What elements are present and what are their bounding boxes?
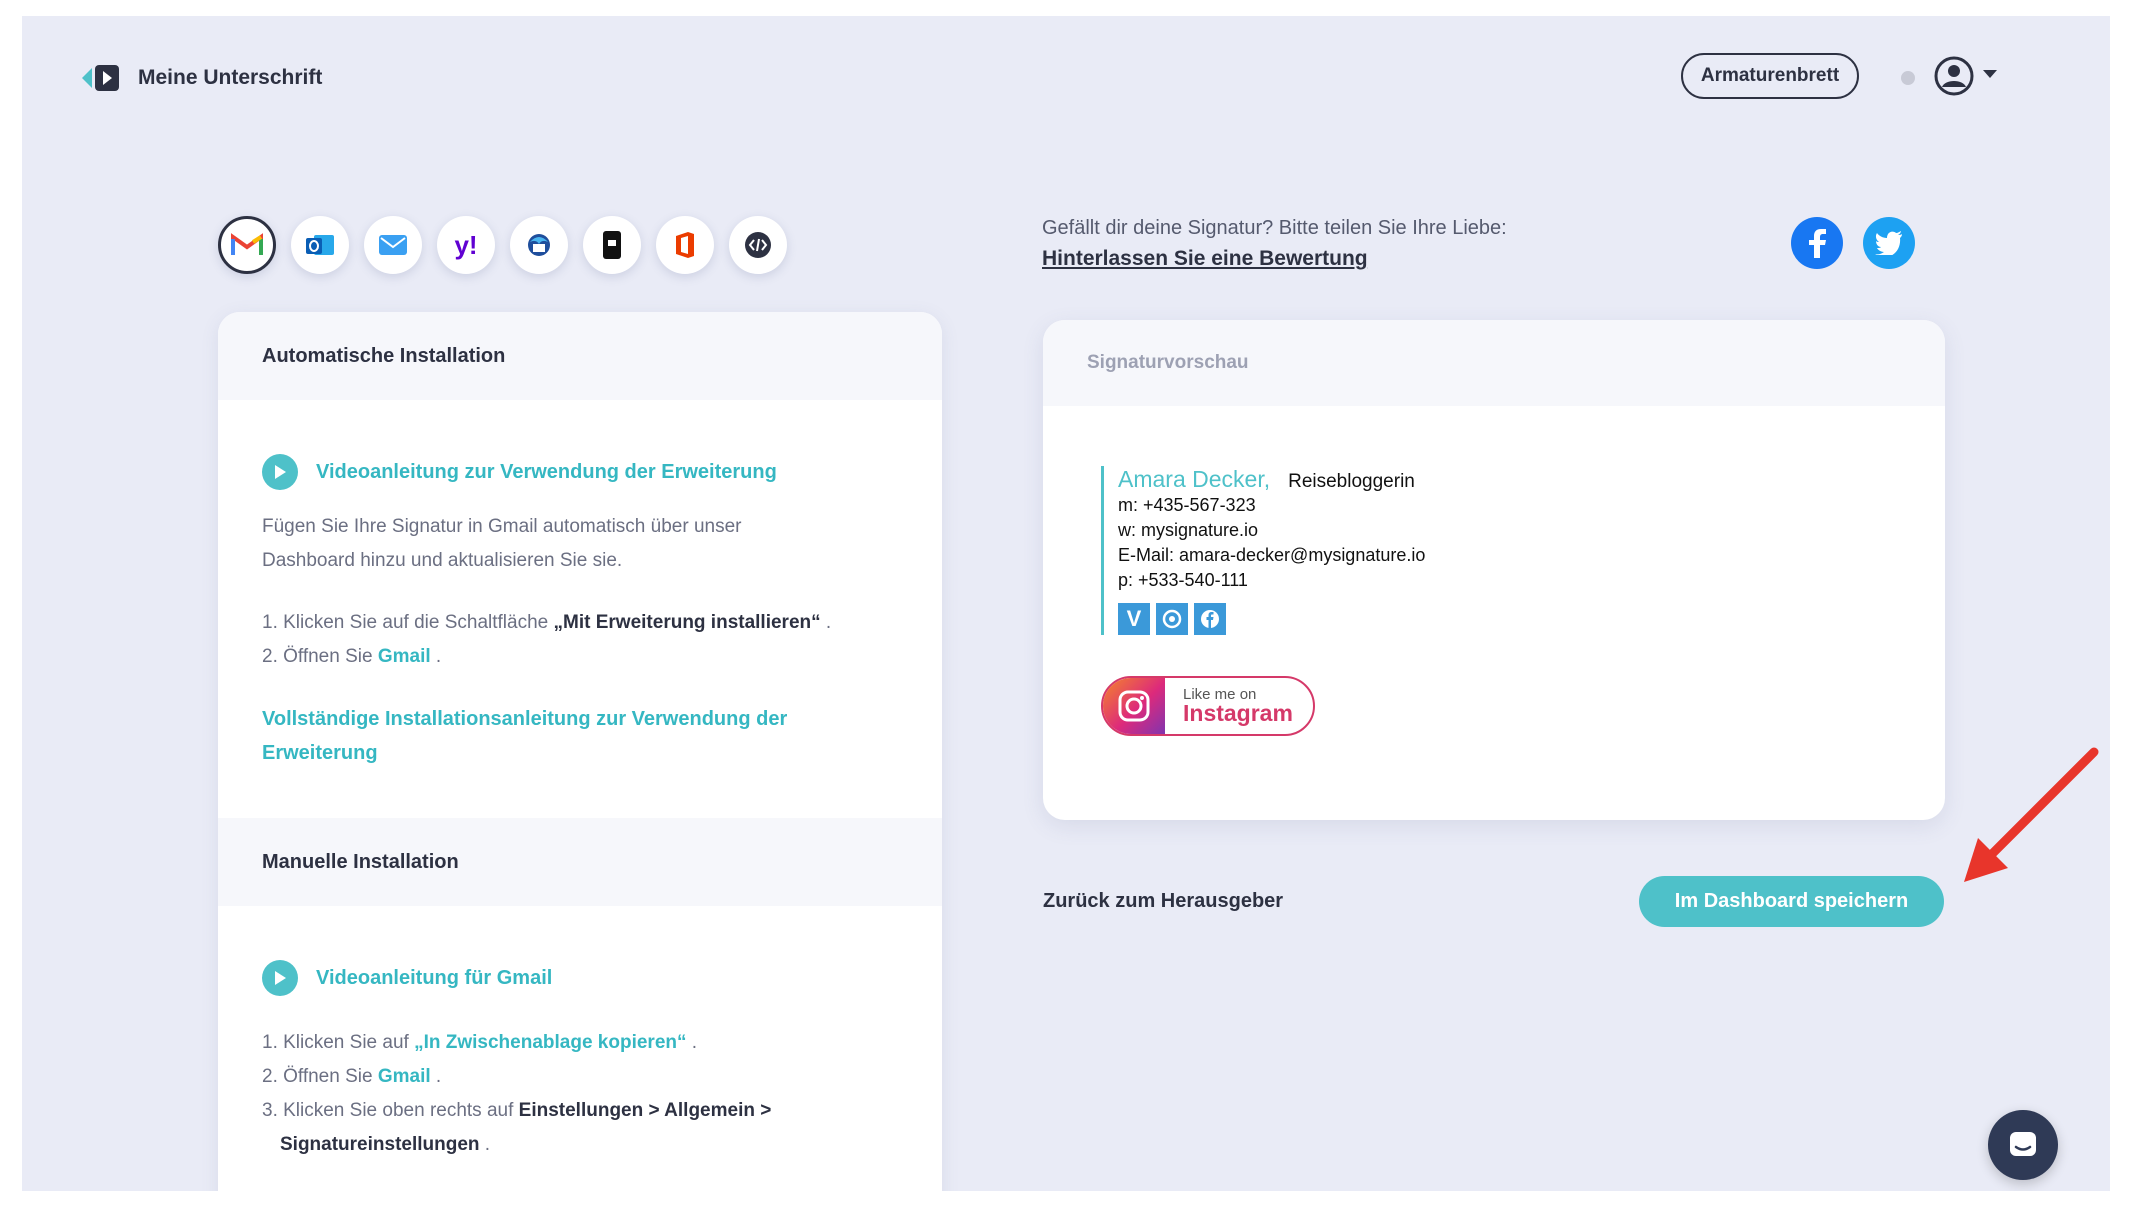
red-arrow-annotation: [1956, 742, 2106, 892]
auto-video-link-label: Videoanleitung zur Verwendung der Erweiterung: [316, 460, 777, 483]
twitter-icon[interactable]: [1863, 217, 1915, 269]
manual-step-2-text: 2. Öffnen Sie: [262, 1066, 378, 1087]
signature-preview-title: Signaturvorschau: [1043, 320, 1945, 406]
auto-description: [262, 510, 898, 578]
logo[interactable]: [80, 62, 322, 94]
manual-step-1-suffix: .: [686, 1032, 698, 1053]
play-icon: [262, 454, 298, 490]
instagram-badge-text: [1165, 687, 1293, 725]
chat-widget-button[interactable]: [1988, 1110, 2058, 1180]
signature-email: E-Mail: amara-decker@mysignature.io: [1118, 545, 1426, 565]
full-install-guide-link[interactable]: [262, 702, 898, 770]
outlook-icon[interactable]: [291, 216, 349, 274]
signature-preview-card: [1043, 320, 1945, 820]
logo-icon: [80, 62, 122, 94]
signature-phone: p: +533-540-111: [1118, 570, 1248, 590]
viber-icon[interactable]: [1156, 603, 1188, 635]
chat-icon: [2007, 1129, 2039, 1161]
user-avatar-icon[interactable]: [1934, 56, 1974, 96]
signature-role: Reisebloggerin: [1288, 471, 1415, 492]
apple-mail-icon[interactable]: [364, 216, 422, 274]
manual-install-header: Manuelle Installation: [218, 818, 942, 906]
facebook-icon[interactable]: [1791, 217, 1843, 269]
email-client-selector: [218, 216, 787, 274]
manual-steps: [262, 1026, 898, 1162]
manual-step-1: [262, 1026, 898, 1060]
manual-step-3-cont: [262, 1128, 898, 1162]
auto-step-2: [262, 640, 898, 674]
manual-step-3-suffix: .: [479, 1134, 491, 1155]
installation-panel: [218, 312, 942, 1191]
manual-step-1-text: 1. Klicken Sie auf: [262, 1032, 415, 1053]
auto-video-link[interactable]: [262, 454, 898, 490]
instagram-badge-small: Like me on: [1183, 686, 1257, 703]
manual-step-3-text: 3. Klicken Sie oben rechts auf: [262, 1100, 519, 1121]
signature-block: [1101, 466, 1425, 635]
auto-step-1-text: 1. Klicken Sie auf die Schaltfläche: [262, 612, 554, 633]
copy-to-clipboard-link[interactable]: „In Zwischenablage kopieren“: [414, 1032, 687, 1053]
share-prompt: Gefällt dir deine Signatur? Bitte teilen Sie Ihre Liebe:: [1042, 217, 1507, 239]
office-365-icon[interactable]: [656, 216, 714, 274]
auto-desc-line-2: Dashboard hinzu und aktualisieren Sie sie.: [262, 550, 623, 571]
manual-step-2: [262, 1060, 898, 1094]
save-to-dashboard-button[interactable]: Im Dashboard speichern: [1639, 876, 1944, 927]
thunderbird-icon[interactable]: [510, 216, 568, 274]
manual-step-2-suffix: .: [430, 1066, 442, 1087]
status-dot: [1901, 71, 1915, 85]
app-window: [22, 16, 2110, 1191]
instagram-icon: [1103, 678, 1165, 734]
chevron-down-icon[interactable]: [1982, 68, 1998, 80]
manual-video-link[interactable]: [262, 960, 898, 996]
gmail-icon[interactable]: [218, 216, 276, 274]
vimeo-icon[interactable]: V: [1118, 603, 1150, 635]
auto-step-1-suffix: .: [820, 612, 832, 633]
dashboard-button[interactable]: Armaturenbrett: [1681, 53, 1859, 99]
auto-steps: [262, 606, 898, 674]
full-install-guide-line-2: Erweiterung: [262, 742, 378, 764]
signature-name: Amara Decker,: [1118, 466, 1271, 492]
manual-step-3-bold-2: Signatureinstellungen: [280, 1134, 480, 1155]
ios-mail-icon[interactable]: [583, 216, 641, 274]
facebook-icon[interactable]: [1194, 603, 1226, 635]
review-link[interactable]: Hinterlassen Sie eine Bewertung: [1042, 247, 1368, 270]
auto-step-2-suffix: .: [430, 646, 442, 667]
signature-social-icons: [1118, 603, 1425, 635]
auto-install-header: Automatische Installation: [218, 312, 942, 400]
instagram-badge[interactable]: [1101, 676, 1315, 736]
manual-step-3-bold: Einstellungen > Allgemein >: [518, 1100, 772, 1121]
auto-step-1-bold: „Mit Erweiterung installieren“: [553, 612, 821, 633]
back-to-editor-link[interactable]: Zurück zum Herausgeber: [1043, 890, 1284, 912]
manual-step-3: [262, 1094, 898, 1128]
manual-install-body: [218, 960, 942, 1162]
auto-step-2-text: 2. Öffnen Sie: [262, 646, 378, 667]
signature-web: w: mysignature.io: [1118, 520, 1259, 540]
gmail-link[interactable]: Gmail: [377, 1066, 431, 1087]
gmail-link[interactable]: Gmail: [377, 646, 431, 667]
brand-name: Meine Unterschrift: [138, 66, 323, 89]
auto-install-body: [218, 454, 942, 770]
signature-mobile: m: +435-567-323: [1118, 495, 1256, 515]
instagram-badge-big: Instagram: [1183, 700, 1293, 726]
play-icon: [262, 960, 298, 996]
yahoo-icon[interactable]: y!: [437, 216, 495, 274]
manual-video-link-label: Videoanleitung für Gmail: [316, 966, 553, 989]
full-install-guide-line-1: Vollständige Installationsanleitung zur Verwendung der: [262, 708, 788, 730]
auto-step-1: [262, 606, 898, 640]
html-code-icon[interactable]: [729, 216, 787, 274]
auto-desc-line-1: Fügen Sie Ihre Signatur in Gmail automatisch über unser: [262, 516, 742, 537]
